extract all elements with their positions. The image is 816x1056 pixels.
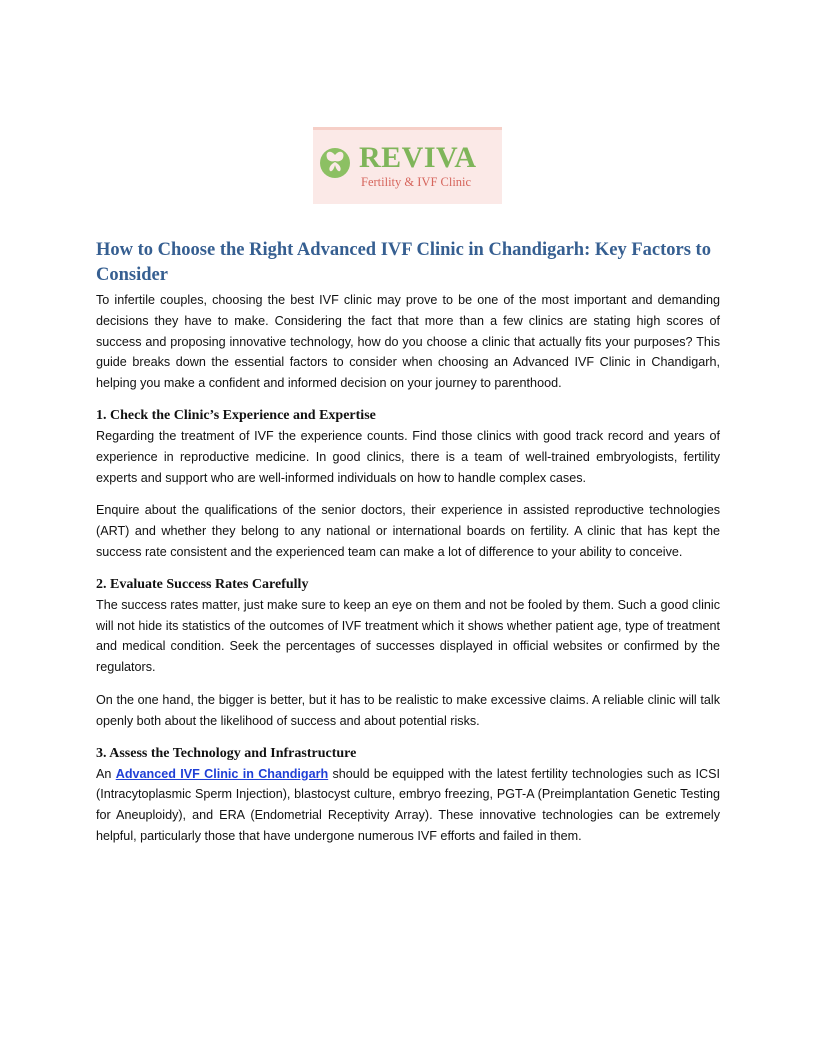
clinic-logo <box>313 127 502 204</box>
logo-tagline: Fertility & IVF Clinic <box>361 175 472 189</box>
paragraph: On the one hand, the bigger is better, but it has to be realistic to make excessive claims. A reliable clinic will talk openly both about the likelihood of success and about potential risks. <box>96 692 720 728</box>
intro-paragraph: To infertile couples, choosing the best IVF clinic may prove to be one of the most important and demanding decisions they have to make. Considering the fact that more than a few clinics are stating high scores of success and proposing innovative technology, how do you choose a clinic that actually fits your purposes? This guide breaks down the essential factors to consider when choosing an Advanced IVF Clinic in Chandigarh, helping you make a confident and informed decision on your journey to parenthood. <box>96 293 720 391</box>
logo-wordmark: REVIVA <box>359 141 477 174</box>
paragraph <box>96 764 720 847</box>
text-suffix: should be equipped with the latest fertility technologies such as ICSI (Intracytoplasmic Sperm Injection), blastocyst culture, embryo freezing, PGT-A (Preimplantation Genetic Testing for Aneuploidy), and ERA (Endometrial Receptivity Array). These innovative technologies can be extremely helpful, particularly those that have undergone numerous IVF efforts and failed in them. <box>96 766 721 843</box>
text-prefix: An <box>96 766 112 781</box>
butterfly-icon <box>313 130 359 204</box>
paragraph: Enquire about the qualifications of the senior doctors, their experience in assisted reproductive technologies (ART) and whether they belong to any national or international boards on fertility. A clinic that has kept the success rate consistent and the experienced team can make a lot of difference to your ability to conceive. <box>96 503 720 559</box>
section-heading-success-rates: 2. Evaluate Success Rates Carefully <box>96 576 309 592</box>
section-heading-technology: 3. Assess the Technology and Infrastructure <box>96 745 357 761</box>
page-title: How to Choose the Right Advanced IVF Clinic in Chandigarh: Key Factors to Consider <box>96 240 711 285</box>
section-heading-experience: 1. Check the Clinic’s Experience and Expertise <box>96 407 376 423</box>
article <box>96 238 720 859</box>
clinic-link[interactable]: Advanced IVF Clinic in Chandigarh <box>115 766 329 781</box>
paragraph: Regarding the treatment of IVF the experience counts. Find those clinics with good track record and years of experience in reproductive medicine. In good clinics, there is a team of well-trained embryologists, fertility experts and support who are well-informed individuals on how to handle complex cases. <box>96 428 720 485</box>
paragraph: The success rates matter, just make sure to keep an eye on them and not be fooled by them. Such a good clinic will not hide its statistics of the outcomes of IVF treatment which it shows whether patient age, type of treatment and medical condition. Seek the percentages of successes displayed in official websites or confirmed by the regulators. <box>96 597 720 675</box>
